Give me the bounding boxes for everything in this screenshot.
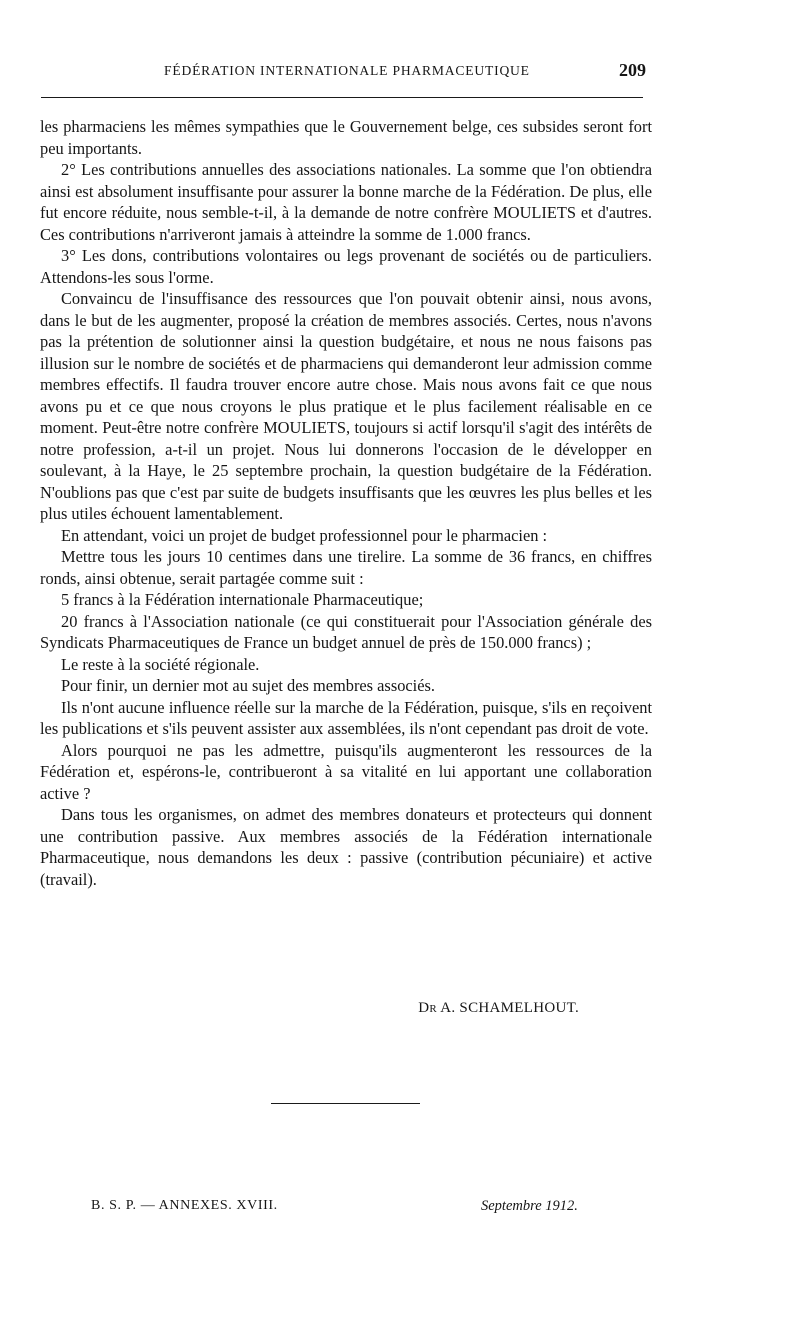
page-number: 209 — [619, 60, 646, 80]
footer-publication: B. S. P. — ANNEXES. XVIII. — [91, 1198, 278, 1213]
paragraph-dons: 3° Les dons, contributions volontaires ou legs provenant de sociétés ou de particuliers. Attendons-les sous l'orme. — [40, 246, 652, 287]
paragraph-regional-share: Le reste à la société régionale. — [61, 654, 260, 674]
paragraph-budget-intro: En attendant, voici un projet de budget professionnel pour le pharmacien : — [61, 525, 548, 545]
article-body — [40, 116, 652, 890]
paragraph-federation-share: 5 francs à la Fédération internationale Pharmaceutique; — [61, 590, 424, 609]
paragraph-admission: Alors pourquoi ne pas les admettre, puisqu'ils augmenteront les ressources de la Fédération et, espérons-le, contribueront à sa vitalité en lui apportant une collaboration active ? — [40, 740, 652, 803]
footer-rule — [271, 1103, 420, 1104]
paragraph-organismes: Dans tous les organismes, on admet des membres donateurs et protecteurs qui donnent une contribution passive. Aux membres associés de la Fédération internationale Pharmaceutique, nous demandons les deux : passive (contribution pécuniaire) et active (travail). — [40, 805, 652, 889]
header-rule — [41, 97, 643, 98]
paragraph-final-word: Pour finir, un dernier mot au sujet des membres associés. — [61, 676, 435, 695]
paragraph-continuation: les pharmaciens les mêmes sympathies que le Gouvernement belge, ces subsides seront fort peu importants. — [40, 117, 652, 158]
paragraph-association-share: 20 francs à l'Association nationale (ce qui constituerait pour l'Association générale des Syndicats Pharmaceutiques de France un budget annuel de près de 150.000 francs) ; — [40, 611, 652, 652]
running-header: FÉDÉRATION INTERNATIONALE PHARMACEUTIQUE — [164, 63, 530, 78]
paragraph-membres-associes: Convaincu de l'insuffisance des ressources que l'on pouvait obtenir ainsi, nous avons, dans le but de les augmenter, proposé la création de membres associés. Certes, nous n'avons pas la prétention de solutionner ainsi la question budgétaire, et nous ne nous faisons pas illusion sur le nombre de sociétés et de pharmaciens qui demanderont leur admission comme membres effectifs. Il faudra trouver encore autre chose. Mais nous avons fait ce que nous avons pu et ce que nous croyons le plus pratique et le plus facilement réalisable en ce moment. Peut-être notre confrère MOULIETS, toujours si actif lorsqu'il s'agit des intérêts de notre profession, a-t-il un projet. Nous lui donnerons l'occasion de le développer en soulevant, à la Haye, le 25 septembre prochain, la question budgétaire de la Fédération. N'oublions pas que c'est par suite de budgets insuffisants que les œuvres les plus belles et les plus utiles échouent lamentablement. — [40, 289, 652, 523]
paragraph-influence: Ils n'ont aucune influence réelle sur la marche de la Fédération, puisque, s'ils en reçoivent les publications et s'ils peuvent assister aux assemblées, ils n'ont cependant pas droit de vote. — [40, 697, 652, 738]
paragraph-tirelire: Mettre tous les jours 10 centimes dans une tirelire. La somme de 36 francs, en chiffres ronds, ainsi obtenue, serait partagée comme suit : — [40, 547, 652, 588]
author-signature: Dr A. SCHAMELHOUT. — [418, 1000, 579, 1016]
paragraph-contributions: 2° Les contributions annuelles des associations nationales. La somme que l'on obtiendra ainsi est absolument insuffisante pour assurer la bonne marche de la Fédération. De plus, elle fut encore réduite, nous semble-t-il, à la demande de notre confrère MOULIETS et d'autres. Ces contributions n'arriveront jamais à atteindre la somme de 1.000 francs. — [40, 160, 652, 244]
footer-date: Septembre 1912. — [481, 1198, 578, 1214]
